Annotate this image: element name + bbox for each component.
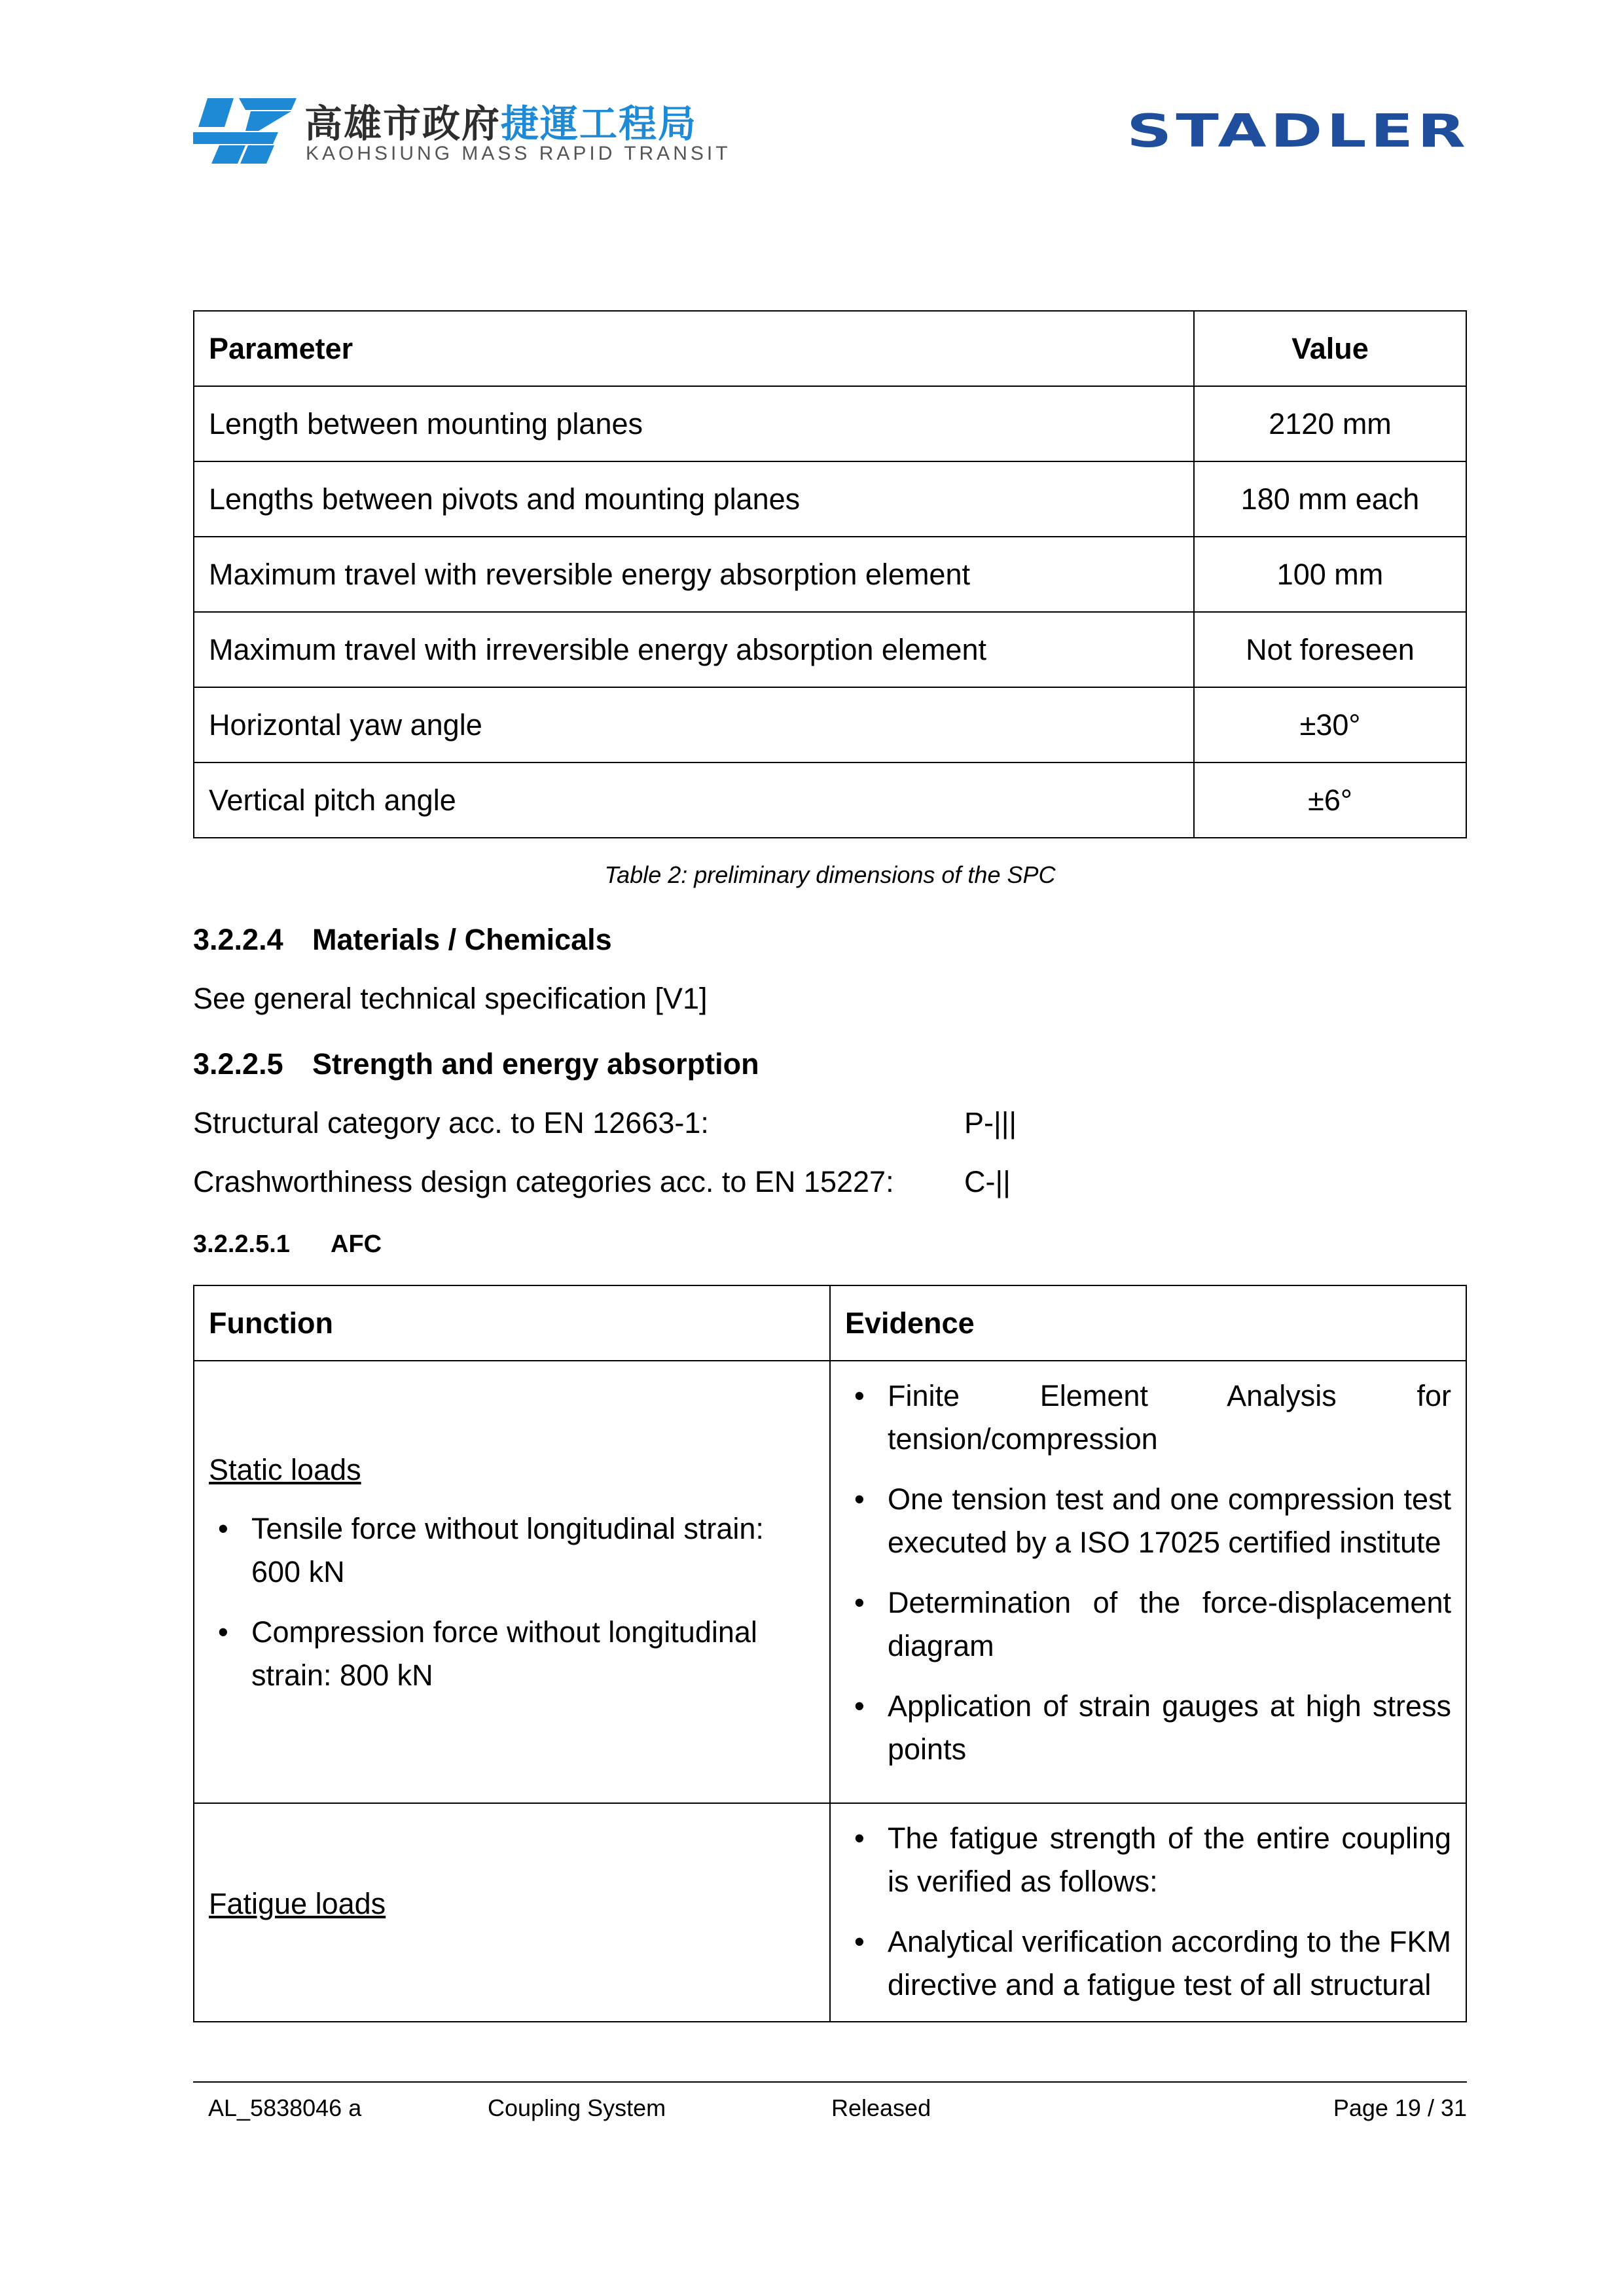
parameter-cell: Length between mounting planes bbox=[194, 386, 1194, 461]
function-title: Fatigue loads bbox=[209, 1887, 386, 1920]
parameter-cell: Vertical pitch angle bbox=[194, 762, 1194, 838]
afc-table bbox=[193, 1285, 1467, 2022]
list-item: • Compression force without longitudinal strain: 800 kN bbox=[209, 1611, 815, 1697]
parameter-cell: Horizontal yaw angle bbox=[194, 687, 1194, 762]
list-item: • Tensile force without longitudinal strain: 600 kN bbox=[209, 1507, 815, 1594]
materials-text: See general technical specification [V1] bbox=[193, 982, 708, 1015]
section-number: 3.2.2.5 bbox=[193, 1047, 283, 1081]
evidence-cell bbox=[830, 1361, 1466, 1803]
value-cell: Not foreseen bbox=[1194, 612, 1466, 687]
list-item: • Application of strain gauges at high stress points bbox=[845, 1685, 1451, 1771]
value-cell: 2120 mm bbox=[1194, 386, 1466, 461]
section-number: 3.2.2.4 bbox=[193, 923, 283, 956]
kmrt-logo-icon bbox=[193, 98, 298, 164]
footer-divider bbox=[193, 2081, 1467, 2083]
section-heading-strength bbox=[193, 1047, 759, 1081]
list-item: • The fatigue strength of the entire coupling is verified as follows: bbox=[845, 1817, 1451, 1903]
table-row bbox=[194, 612, 1466, 687]
table-row bbox=[194, 762, 1466, 838]
table-row bbox=[194, 687, 1466, 762]
column-header-evidence: Evidence bbox=[830, 1285, 1466, 1361]
crashworthiness-category-label: Crashworthiness design categories acc. to EN 15227: bbox=[193, 1165, 894, 1198]
section-heading-afc bbox=[193, 1230, 382, 1259]
function-cell bbox=[194, 1361, 830, 1803]
footer-doc-id: AL_5838046 a bbox=[208, 2094, 362, 2121]
kmrt-name-chinese bbox=[304, 93, 697, 148]
kmrt-logo bbox=[193, 92, 731, 170]
section-title: Materials / Chemicals bbox=[312, 923, 612, 956]
kmrt-name-english: KAOHSIUNG MASS RAPID TRANSIT bbox=[306, 143, 731, 164]
value-cell: 100 mm bbox=[1194, 537, 1466, 612]
function-cell bbox=[194, 1803, 830, 2022]
column-header-function: Function bbox=[194, 1285, 830, 1361]
parameter-cell: Lengths between pivots and mounting planes bbox=[194, 461, 1194, 537]
section-title: AFC bbox=[331, 1230, 382, 1258]
value-cell: ±30° bbox=[1194, 687, 1466, 762]
structural-category-line bbox=[193, 1106, 1017, 1140]
stadler-logo: STADLER bbox=[1127, 105, 1470, 158]
parameter-table bbox=[193, 310, 1467, 838]
footer-status: Released bbox=[831, 2094, 931, 2121]
page-header bbox=[193, 92, 1470, 170]
crashworthiness-category-line bbox=[193, 1165, 1011, 1199]
structural-category-value: P-||| bbox=[964, 1106, 1017, 1139]
section-number: 3.2.2.5.1 bbox=[193, 1230, 290, 1258]
parameter-cell: Maximum travel with reversible energy absorption element bbox=[194, 537, 1194, 612]
table-row bbox=[194, 1361, 1466, 1803]
table-row bbox=[194, 386, 1466, 461]
table-row bbox=[194, 1803, 1466, 2022]
column-header-parameter: Parameter bbox=[194, 311, 1194, 386]
crashworthiness-category-value: C-|| bbox=[964, 1165, 1011, 1198]
list-item: • Determination of the force-displacement diagram bbox=[845, 1581, 1451, 1668]
table-row bbox=[194, 537, 1466, 612]
section-heading-materials bbox=[193, 923, 612, 957]
table-row bbox=[194, 461, 1466, 537]
value-cell: 180 mm each bbox=[1194, 461, 1466, 537]
function-title: Static loads bbox=[209, 1453, 361, 1486]
function-list bbox=[209, 1507, 815, 1697]
section-title: Strength and energy absorption bbox=[312, 1047, 759, 1081]
list-item: • Analytical verification according to the FKM directive and a fatigue test of all structural bbox=[845, 1920, 1451, 2007]
evidence-cell bbox=[830, 1803, 1466, 2022]
table-header-row bbox=[194, 311, 1466, 386]
evidence-list bbox=[845, 1374, 1451, 1771]
table-caption: Table 2: preliminary dimensions of the SPC bbox=[604, 861, 1056, 888]
footer-page-number: Page 19 / 31 bbox=[1333, 2094, 1467, 2121]
footer-title: Coupling System bbox=[488, 2094, 666, 2121]
list-item: • One tension test and one compression test executed by a ISO 17025 certified institute bbox=[845, 1478, 1451, 1564]
table-header-row bbox=[194, 1285, 1466, 1361]
kmrt-name-bureau: 捷運工程局 bbox=[501, 101, 698, 146]
parameter-cell: Maximum travel with irreversible energy absorption element bbox=[194, 612, 1194, 687]
structural-category-label: Structural category acc. to EN 12663-1: bbox=[193, 1106, 709, 1139]
list-item: • Finite Element Analysis for tension/compression bbox=[845, 1374, 1451, 1461]
column-header-value: Value bbox=[1194, 311, 1466, 386]
evidence-list bbox=[845, 1817, 1451, 2007]
kmrt-name-city: 高雄市政府 bbox=[304, 101, 501, 146]
value-cell: ±6° bbox=[1194, 762, 1466, 838]
